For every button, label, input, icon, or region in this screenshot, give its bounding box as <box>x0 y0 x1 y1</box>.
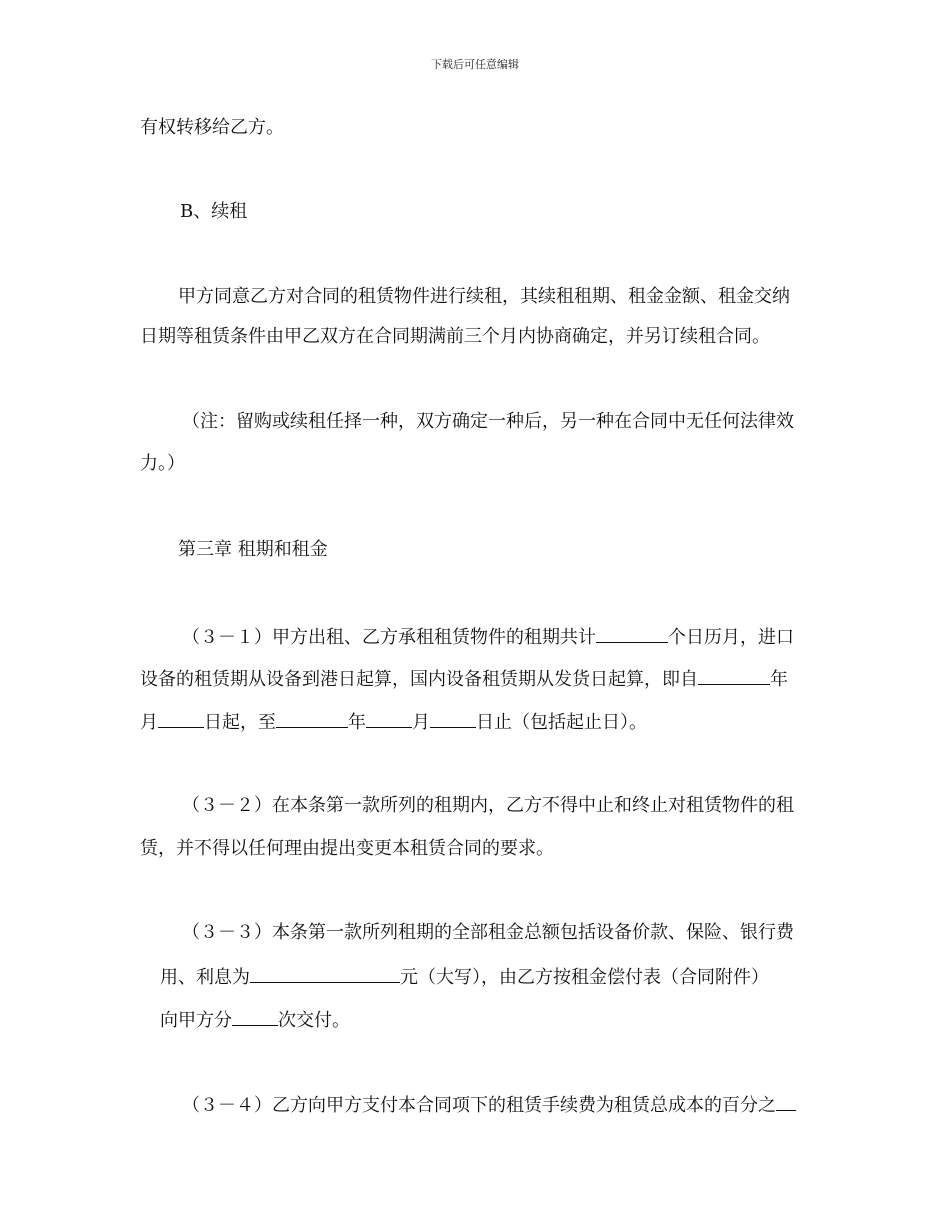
fill-blank-end-year[interactable] <box>276 709 348 728</box>
clause-text: 个日历月，进口 <box>668 627 794 648</box>
paragraph-line: 有权转移给乙方。 <box>140 117 284 138</box>
clause-text: 月 <box>412 712 430 733</box>
note-line: （注：留购或续租任择一种，双方确定一种后，另一种在合同中无任何法律效 <box>182 411 794 432</box>
clause-text: 次交付。 <box>278 1010 350 1031</box>
clause-3-3-line <box>160 1007 350 1033</box>
clause-text: （３－４）乙方向甲方支付本合同项下的租赁手续费为租赁总成本的百分之 <box>182 1095 776 1116</box>
clause-text: 年 <box>770 669 788 690</box>
clause-text: 日止（包括起止日）。 <box>476 712 647 733</box>
paragraph-line: 日期等租赁条件由甲乙双方在合同期满前三个月内协商确定，并另订续租合同。 <box>140 326 770 347</box>
section-heading-renewal: B、续租 <box>180 201 248 222</box>
fill-blank-end-day[interactable] <box>430 709 476 728</box>
clause-3-4-line <box>182 1092 796 1118</box>
fill-blank-start-year[interactable] <box>698 666 770 685</box>
clause-3-2-line: 赁，并不得以任何理由提出变更本租赁合同的要求。 <box>140 838 554 859</box>
paragraph-line: 甲方同意乙方对合同的租赁物件进行续租，其续租租期、租金金额、租金交纳 <box>178 286 790 307</box>
note-line: 力。） <box>140 453 185 474</box>
clause-text: 用、利息为 <box>160 967 250 988</box>
clause-3-3-line <box>160 964 769 990</box>
fill-blank-total-amount[interactable] <box>250 964 400 983</box>
fill-blank-start-month[interactable] <box>158 709 204 728</box>
fill-blank-installments[interactable] <box>232 1007 278 1026</box>
clause-text: 元（大写），由乙方按租金偿付表（合同附件） <box>400 967 769 988</box>
clause-3-3-line: （３－３）本条第一款所列租期的全部租金总额包括设备价款、保险、银行费 <box>182 922 794 943</box>
clause-3-1-line <box>182 624 794 650</box>
fill-blank-fee-percent[interactable] <box>776 1092 796 1111</box>
clause-3-1-line <box>140 666 788 692</box>
fill-blank-months[interactable] <box>596 624 668 643</box>
fill-blank-end-month[interactable] <box>366 709 412 728</box>
clause-text: 设备的租赁期从设备到港日起算，国内设备租赁期从发货日起算，即自 <box>140 669 698 690</box>
clause-3-2-line: （３－２）在本条第一款所列的租期内，乙方不得中止和终止对租赁物件的租 <box>182 795 794 816</box>
clause-text: 月 <box>140 712 158 733</box>
clause-text: 向甲方分 <box>160 1010 232 1031</box>
clause-text: 年 <box>348 712 366 733</box>
chapter-heading: 第三章 租期和租金 <box>178 539 328 560</box>
clause-text: （３－１）甲方出租、乙方承租租赁物件的租期共计 <box>182 627 596 648</box>
clause-text: 日起，至 <box>204 712 276 733</box>
clause-3-1-line <box>140 709 647 735</box>
page-header: 下载后可任意编辑 <box>431 58 519 71</box>
